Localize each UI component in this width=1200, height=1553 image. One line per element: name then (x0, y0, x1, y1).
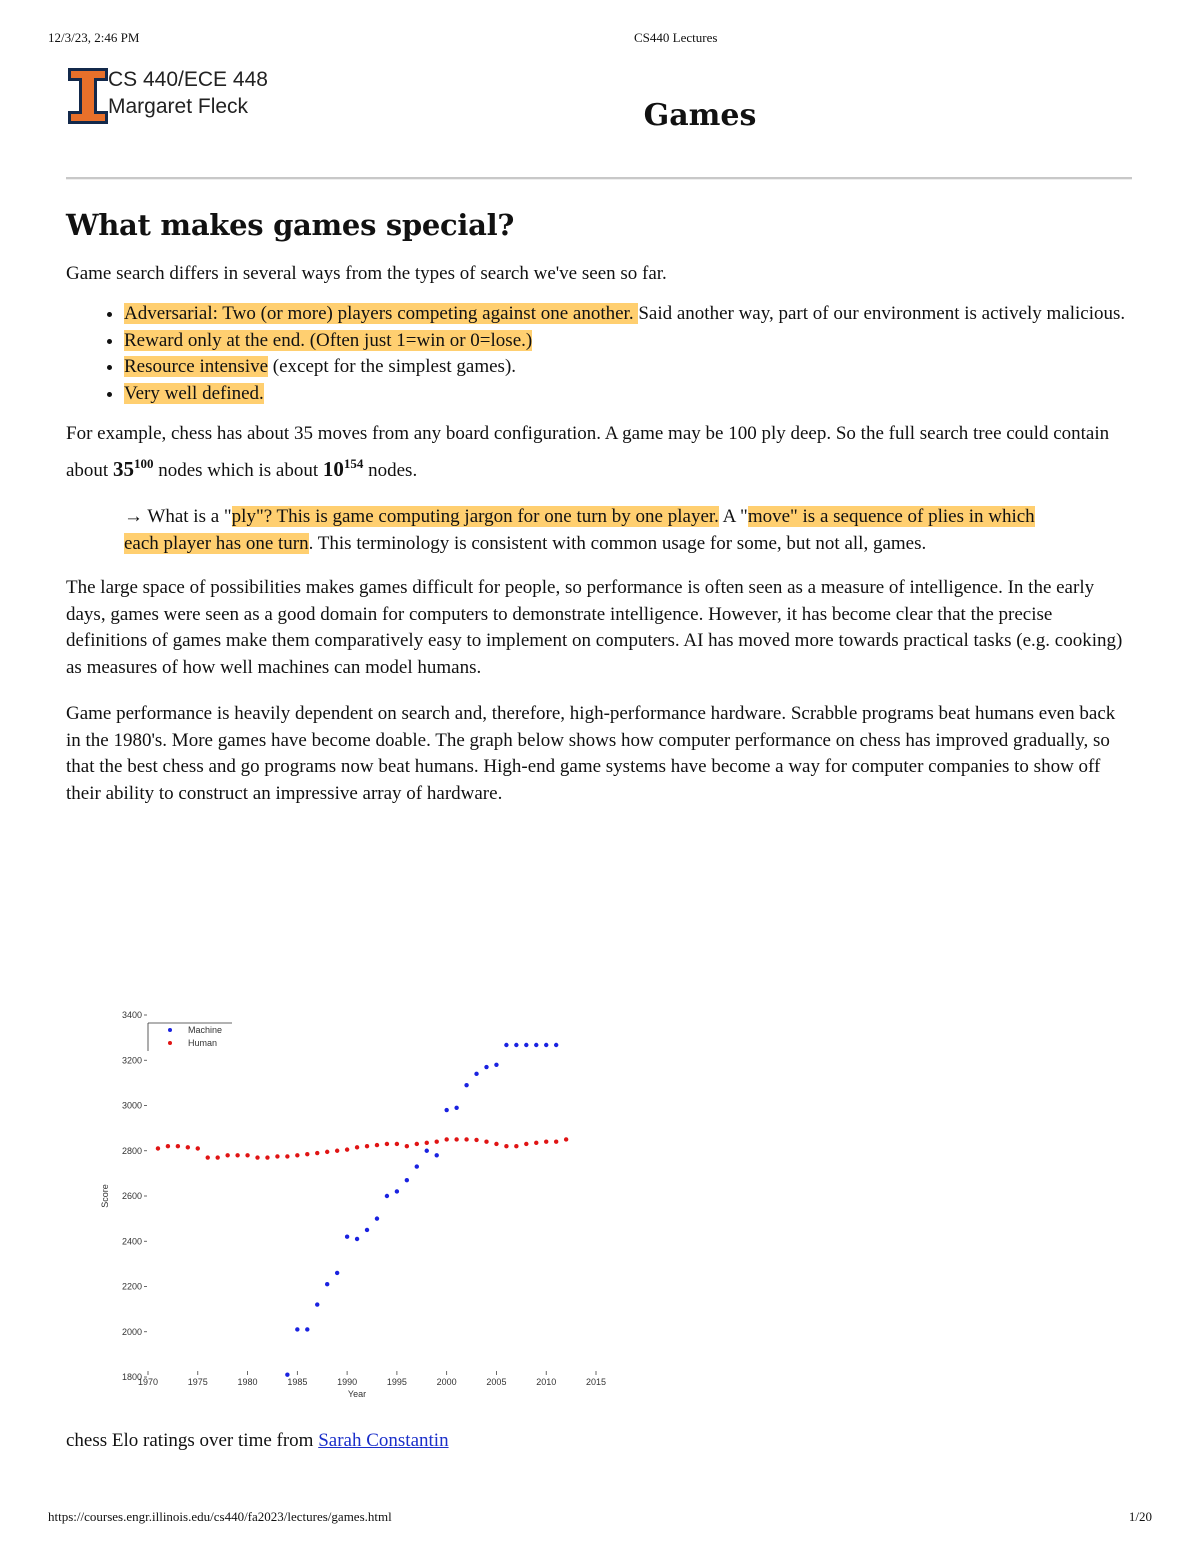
illinois-logo-icon (66, 66, 110, 126)
page-title: Games (643, 98, 757, 133)
chess-text: nodes. (363, 460, 418, 481)
human-data-point (186, 1145, 190, 1149)
legend-label: Human (188, 1038, 218, 1048)
legend-marker (168, 1028, 172, 1032)
human-data-point (315, 1151, 319, 1155)
game-properties-list (66, 301, 1132, 407)
human-data-point (235, 1153, 239, 1157)
human-data-point (544, 1140, 548, 1144)
math-base: 10 (322, 457, 344, 481)
caption-text: chess Elo ratings over time from (66, 1430, 319, 1451)
math-35-100 (113, 457, 154, 481)
machine-data-point (365, 1228, 369, 1232)
machine-data-point (385, 1194, 389, 1198)
human-data-point (474, 1138, 478, 1142)
human-data-point (415, 1142, 419, 1146)
y-tick-label: 2600 (121, 1191, 142, 1201)
machine-data-point (524, 1043, 528, 1047)
machine-data-point (415, 1164, 419, 1168)
human-data-point (385, 1142, 389, 1146)
performance-paragraph: Game performance is heavily dependent on search and, therefore, high-performance hardware. Scrabble programs beat humans even back in the 1980's. More games have become doable. The graph below shows how computer performance on chess has improved gradually, so that the best chess and go programs now beat humans. High-end game systems have become a way for computer companies to show off their ability to construct an impressive array of hardware. (66, 703, 1116, 804)
machine-data-point (305, 1327, 309, 1331)
human-data-point (325, 1150, 329, 1154)
space-paragraph: The large space of possibilities makes games difficult for people, so performance is often seen as a measure of intelligence. In the early days, games were seen as a good domain for computers to demonstrate intelligence. However, it has become clear that the precise definitions of games make them comparatively easy to implement on computers. AI has moved more towards practical tasks (e.g. cooking) as measures of how well machines can model humans. (66, 577, 1123, 678)
chess-text: nodes which is about (153, 460, 323, 481)
intro-paragraph: Game search differs in several ways from the types of search we've seen so far. (66, 262, 667, 284)
x-tick-label: 1970 (137, 1377, 159, 1387)
x-tick-label: 1985 (287, 1377, 308, 1387)
chart-caption (66, 1430, 449, 1452)
x-tick-label: 1995 (386, 1377, 407, 1387)
y-tick-label: 2800 (121, 1145, 142, 1156)
x-tick-label: 2010 (536, 1377, 557, 1387)
human-data-point (335, 1149, 339, 1153)
sarah-constantin-link[interactable]: Sarah Constantin (318, 1430, 449, 1451)
highlight: Adversarial: Two (or more) players competing against one another. (124, 303, 639, 324)
human-data-point (265, 1155, 269, 1159)
chess-example-paragraph (66, 419, 1132, 486)
course-number: CS 440/ECE 448 (108, 68, 268, 91)
y-tick-label: 3400 (121, 1010, 142, 1020)
human-data-point (504, 1144, 508, 1148)
machine-data-point (554, 1043, 558, 1047)
elo-chart (96, 1005, 616, 1405)
print-page-title: CS440 Lectures (634, 30, 718, 45)
highlight: ply"? This is game computing jargon for one turn by one player. (231, 506, 719, 527)
instructor-name: Margaret Fleck (108, 95, 249, 118)
legend-label: Machine (188, 1025, 223, 1035)
section-title: What makes games special? (66, 208, 515, 242)
human-data-point (554, 1140, 558, 1144)
human-data-point (305, 1152, 309, 1156)
machine-data-point (504, 1043, 508, 1047)
highlight: Resource intensive (124, 356, 269, 377)
human-data-point (524, 1142, 528, 1146)
human-data-point (534, 1141, 538, 1145)
machine-data-point (315, 1302, 319, 1306)
x-axis-label: Year (347, 1389, 367, 1399)
print-timestamp: 12/3/23, 2:46 PM (48, 30, 140, 45)
page-number: 1/20 (1128, 1509, 1152, 1524)
list-item (124, 354, 1132, 381)
y-axis-label: Score (100, 1184, 110, 1208)
human-data-point (196, 1146, 200, 1150)
arrow-icon: → (124, 506, 143, 527)
human-data-point (255, 1155, 259, 1159)
machine-data-point (444, 1108, 448, 1112)
list-item (124, 301, 1132, 328)
highlight: move" is a sequence of plies in which each player has one turn (124, 506, 1035, 554)
highlight: Very well defined. (124, 382, 264, 404)
human-data-point (365, 1144, 369, 1148)
human-data-point (375, 1143, 379, 1147)
human-data-point (206, 1155, 210, 1159)
human-data-point (285, 1154, 289, 1158)
machine-data-point (295, 1327, 299, 1331)
note-text: . This terminology is consistent with common usage for some, but not all, games. (308, 532, 927, 554)
human-data-point (425, 1141, 429, 1145)
human-data-point (464, 1137, 468, 1141)
x-tick-label: 1975 (187, 1377, 208, 1387)
machine-data-point (484, 1065, 488, 1069)
machine-data-point (514, 1043, 518, 1047)
main-content (66, 208, 1132, 821)
human-data-point (215, 1155, 219, 1159)
machine-data-point (464, 1083, 468, 1087)
human-data-point (156, 1146, 160, 1150)
print-header (48, 30, 1152, 46)
math-exponent: 100 (133, 456, 154, 471)
machine-data-point (375, 1216, 379, 1220)
math-base: 35 (112, 457, 134, 481)
y-tick-label: 1800 (121, 1372, 142, 1382)
human-data-point (225, 1153, 229, 1157)
y-tick-label: 3000 (121, 1100, 142, 1111)
machine-data-point (325, 1282, 329, 1286)
machine-data-point (435, 1153, 439, 1157)
elo-chart-svg (96, 1005, 616, 1405)
list-item-text: (except for the simplest games). (268, 356, 517, 377)
human-data-point (176, 1144, 180, 1148)
human-data-point (494, 1142, 498, 1146)
note-text: What is a " (143, 506, 232, 527)
math-10-154 (323, 457, 364, 481)
machine-data-point (345, 1235, 349, 1239)
x-tick-label: 2005 (486, 1377, 507, 1387)
human-data-point (435, 1140, 439, 1144)
list-item (124, 328, 1132, 355)
human-data-point (245, 1153, 249, 1157)
y-tick-label: 2000 (121, 1326, 142, 1337)
machine-data-point (454, 1106, 458, 1110)
legend-marker (168, 1041, 172, 1045)
machine-data-point (534, 1043, 538, 1047)
machine-data-point (425, 1149, 429, 1153)
y-tick-label: 2400 (121, 1236, 142, 1247)
course-info (108, 66, 268, 120)
x-tick-label: 2015 (585, 1377, 607, 1387)
human-data-point (295, 1153, 299, 1157)
note-text: A " (718, 506, 748, 527)
math-exponent: 154 (343, 456, 364, 471)
y-tick-label: 3200 (121, 1055, 142, 1066)
machine-data-point (544, 1043, 548, 1047)
header-divider (66, 177, 1132, 180)
human-data-point (484, 1140, 488, 1144)
human-data-point (395, 1142, 399, 1146)
machine-data-point (474, 1072, 478, 1076)
x-tick-label: 1990 (337, 1377, 358, 1387)
human-data-point (454, 1137, 458, 1141)
chess-text: For example, chess has about 35 moves from any board configuration. A game may be 100 ply deep. So the full search tree could contain about (66, 423, 1110, 481)
x-tick-label: 2000 (436, 1377, 457, 1387)
x-tick-label: 1980 (237, 1377, 258, 1387)
human-data-point (405, 1144, 409, 1148)
machine-data-point (405, 1178, 409, 1182)
ply-note (124, 504, 1072, 557)
human-data-point (564, 1137, 568, 1141)
machine-data-point (335, 1271, 339, 1275)
print-url: https://courses.engr.illinois.edu/cs440/fa2023/lectures/games.html (48, 1509, 392, 1524)
human-data-point (355, 1145, 359, 1149)
machine-data-point (285, 1373, 289, 1377)
human-data-point (514, 1144, 518, 1148)
list-item-text: Said another way, part of our environment is actively malicious. (638, 303, 1126, 324)
human-data-point (275, 1154, 279, 1158)
print-footer (48, 1509, 1152, 1525)
human-data-point (166, 1144, 170, 1148)
machine-data-point (395, 1189, 399, 1193)
human-data-point (345, 1147, 349, 1151)
machine-data-point (355, 1237, 359, 1241)
list-item (124, 381, 1132, 408)
human-data-point (444, 1137, 448, 1141)
highlight: Reward only at the end. (Often just 1=win or 0=lose.) (124, 329, 533, 351)
y-tick-label: 2200 (121, 1281, 142, 1292)
machine-data-point (494, 1063, 498, 1067)
